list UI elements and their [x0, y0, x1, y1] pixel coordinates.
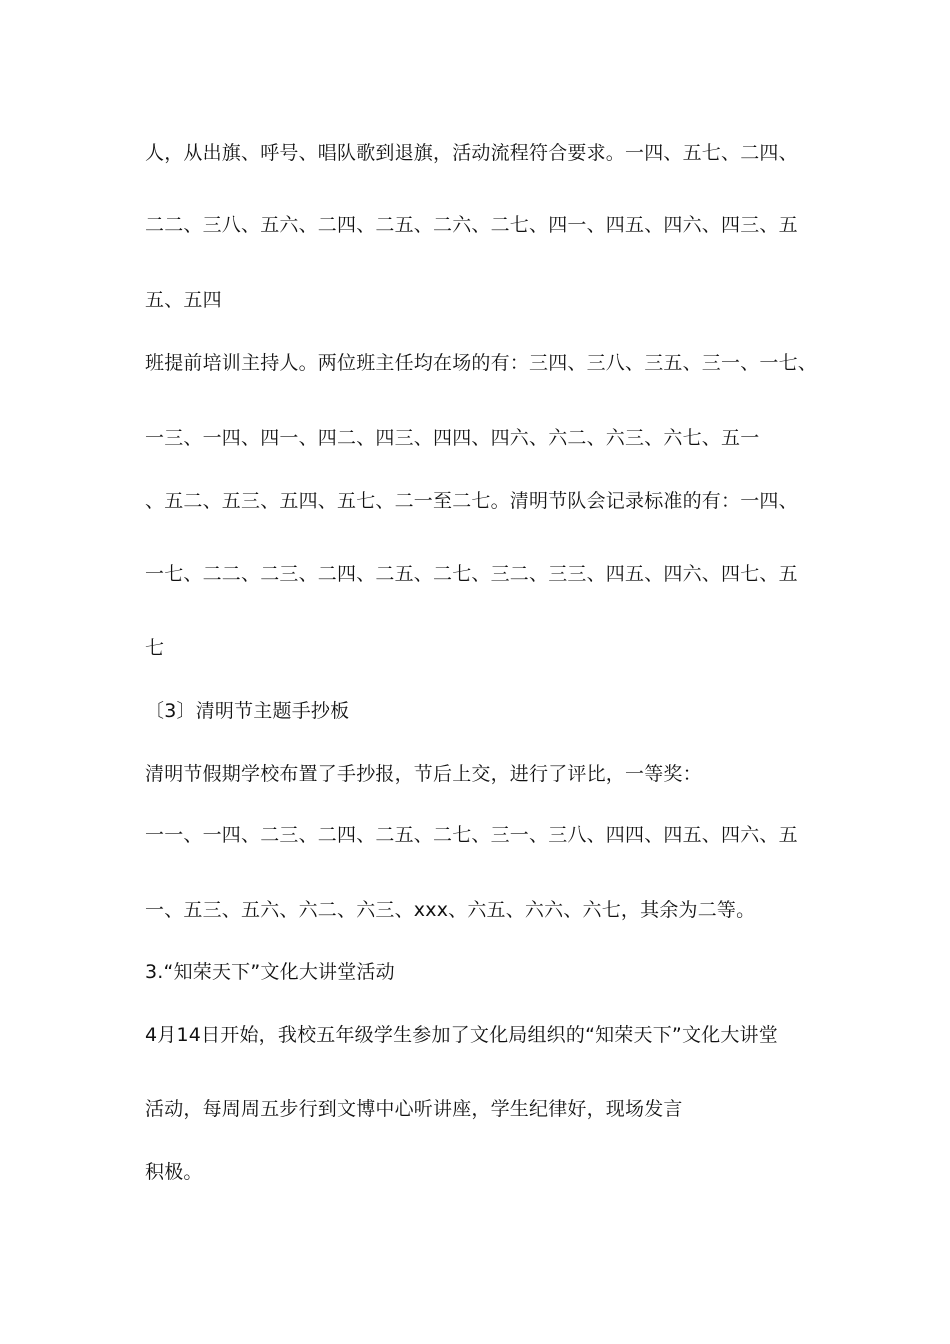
text-line: 五、五四	[145, 289, 222, 311]
text-line: 人，从出旗、呼号、唱队歌到退旗，活动流程符合要求。一四、五七、二四、	[145, 142, 798, 164]
text-line: 一、五三、五六、六二、六三、xxx、六五、六六、六七，其余为二等。	[145, 899, 756, 921]
text-line: 一一、一四、二三、二四、二五、二七、三一、三八、四四、四五、四六、五	[145, 824, 798, 846]
text-line: 一三、一四、四一、四二、四三、四四、四六、六二、六三、六七、五一	[145, 427, 760, 449]
text-line: 积极。	[145, 1161, 203, 1183]
text-line: 、五二、五三、五四、五七、二一至二七。清明节队会记录标准的有：一四、	[145, 490, 798, 512]
text-line: 七	[145, 637, 165, 659]
text-line: 二二、三八、五六、二四、二五、二六、二七、四一、四五、四六、四三、五	[145, 214, 798, 236]
section-heading: 〔3〕清明节主题手抄板	[145, 700, 350, 722]
text-line: 4月14日开始，我校五年级学生参加了文化局组织的“知荣天下”文化大讲堂	[145, 1024, 778, 1046]
section-heading: 3.“知荣天下”文化大讲堂活动	[145, 961, 395, 983]
text-line: 活动，每周周五步行到文博中心听讲座，学生纪律好，现场发言	[145, 1098, 683, 1120]
text-line: 班提前培训主持人。两位班主任均在场的有：三四、三八、三五、三一、一七、	[145, 352, 818, 374]
text-line: 一七、二二、二三、二四、二五、二七、三二、三三、四五、四六、四七、五	[145, 563, 798, 585]
text-line: 清明节假期学校布置了手抄报，节后上交，进行了评比，一等奖：	[145, 763, 702, 785]
